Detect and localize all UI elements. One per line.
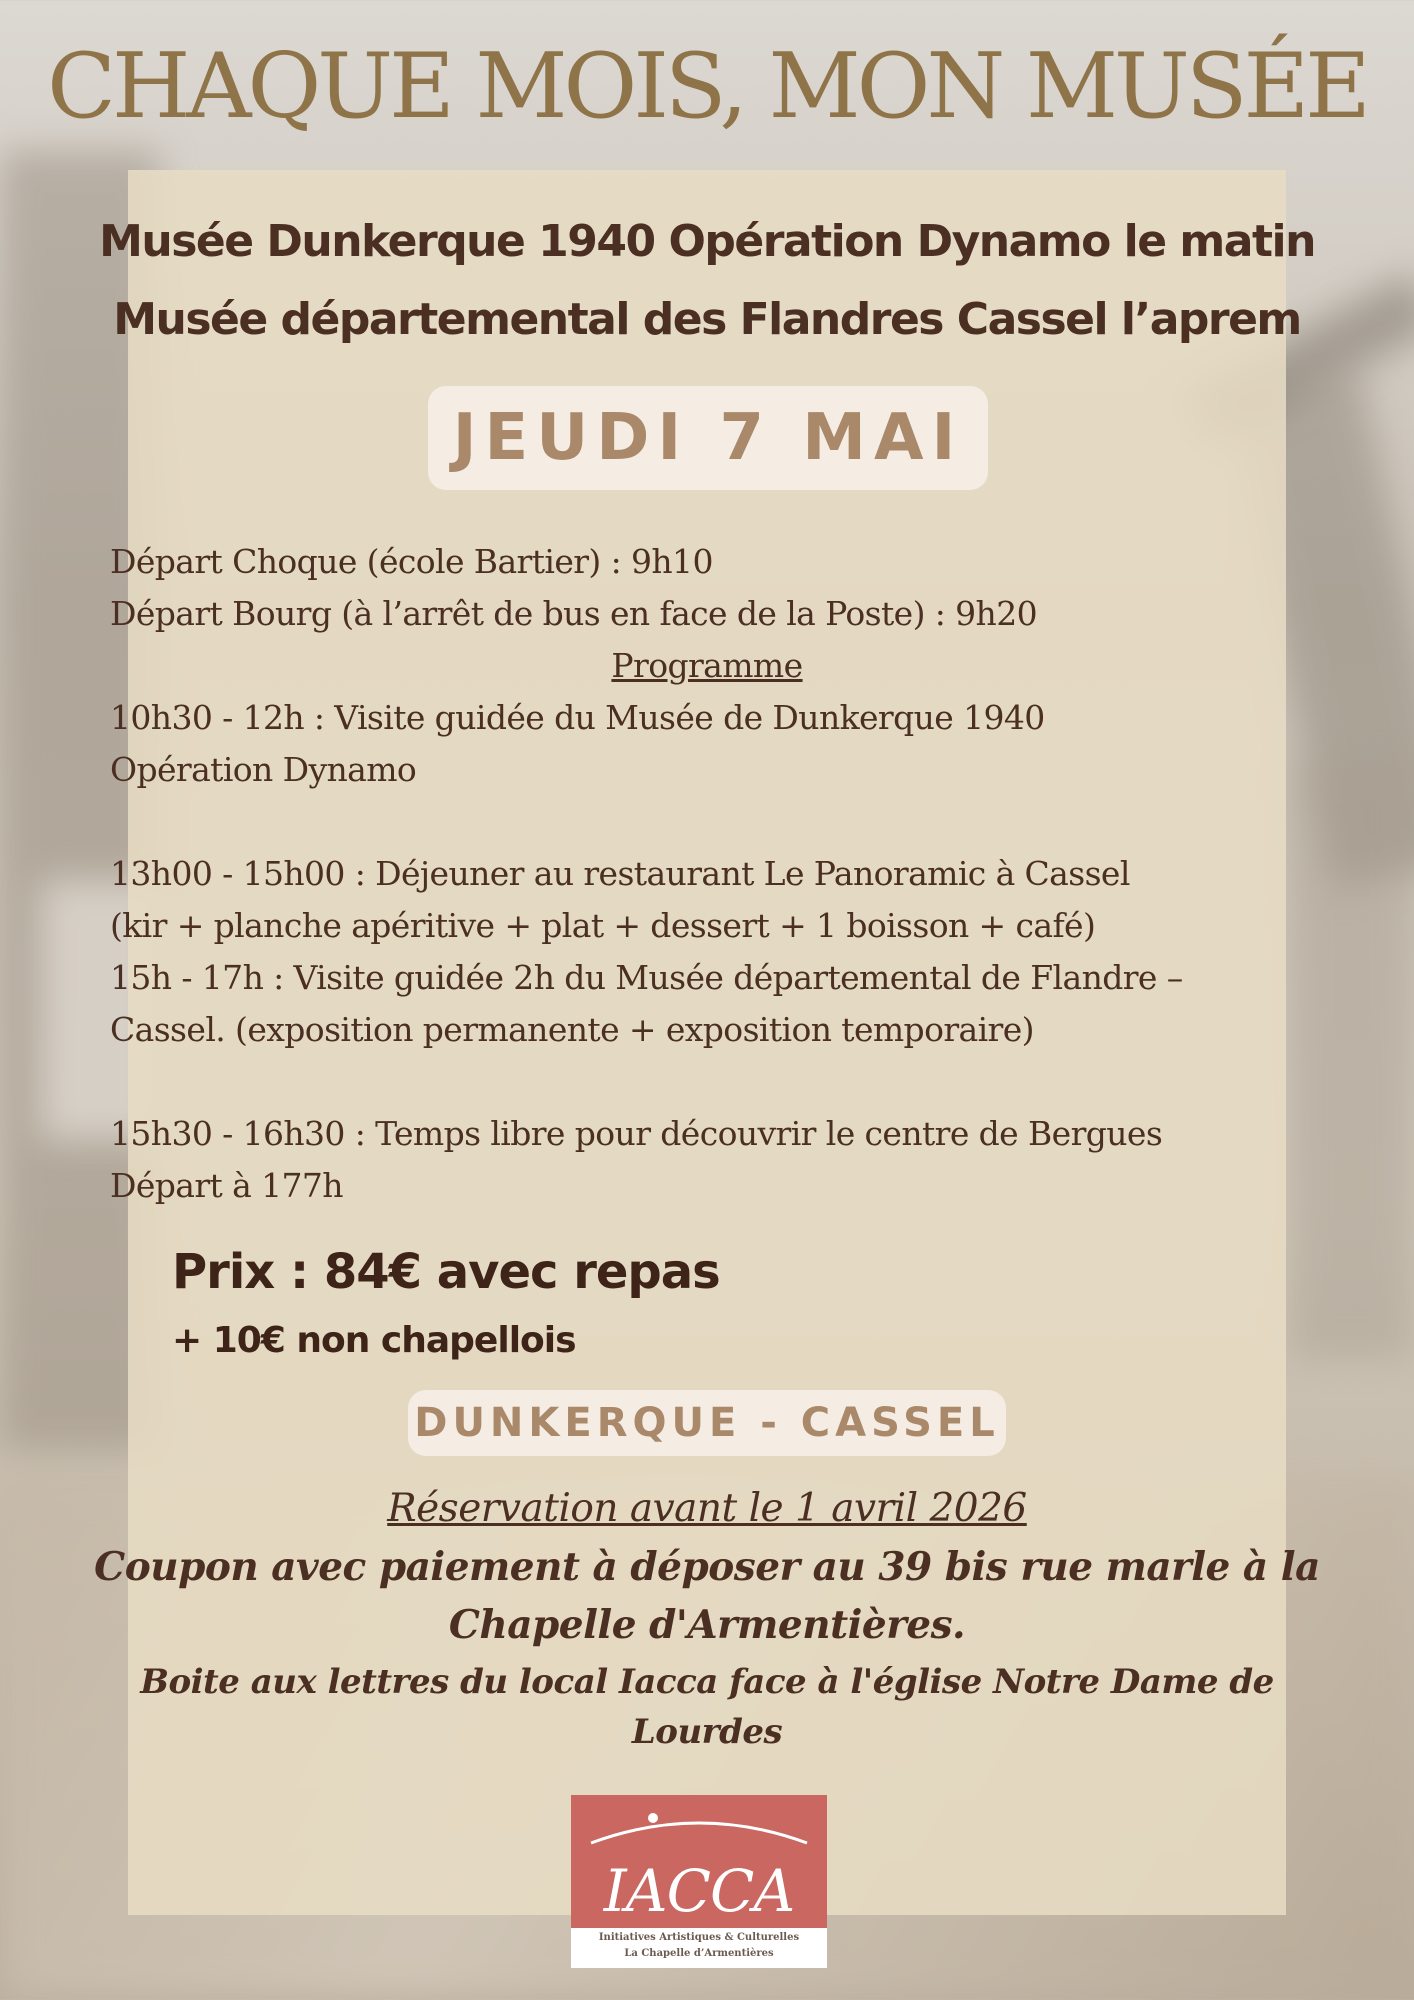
logo-tagline — [571, 1928, 827, 1968]
departure-bourg: Départ Bourg (à l’arrêt de bus en face de la Poste) : 9h20 — [110, 594, 1038, 633]
logo-arc-icon — [571, 1795, 827, 1855]
reservation-coupon-line-1: Coupon avec paiement à déposer au 39 bis rue marle à la — [94, 1544, 1320, 1590]
program-item-3-line-1: 15h - 17h : Visite guidée 2h du Musée départemental de Flandre – — [110, 958, 1183, 997]
background-photo — [1290, 760, 1414, 1360]
program-item-4-line-1: 15h30 - 16h30 : Temps libre pour découvrir le centre de Bergues — [110, 1114, 1163, 1153]
program-item-2-line-2: (kir + planche apéritive + plat + dessert + 1 boisson + café) — [110, 906, 1096, 945]
program-item-2-line-1: 13h00 - 15h00 : Déjeuner au restaurant Le Panoramic à Cassel — [110, 854, 1130, 893]
logo-name: IACCA — [603, 1857, 795, 1925]
reservation-mailbox-line-2: Lourdes — [631, 1712, 783, 1752]
logo-tagline-line-2: La Chapelle d’Armentières — [624, 1948, 774, 1959]
price-main: Prix : 84€ avec repas — [172, 1244, 720, 1300]
program-item-1-line-2: Opération Dynamo — [110, 750, 417, 789]
program-item-4-line-2: Départ à 177h — [110, 1166, 343, 1205]
departure-choque: Départ Choque (école Bartier) : 9h10 — [110, 542, 713, 581]
program-heading: Programme — [611, 646, 803, 685]
logo-tagline-line-1: Initiatives Artistiques & Culturelles — [598, 1932, 800, 1943]
price-extra: + 10€ non chapellois — [172, 1320, 576, 1361]
program-item-1-line-1: 10h30 - 12h : Visite guidée du Musée de Dunkerque 1940 — [110, 698, 1045, 737]
route-badge: DUNKERQUE - CASSEL — [408, 1390, 1006, 1456]
page-title: CHAQUE MOIS, MON MUSÉE — [47, 34, 1367, 139]
subtitle-morning: Musée Dunkerque 1940 Opération Dynamo le matin — [99, 216, 1315, 267]
reservation-coupon-line-2: Chapelle d'Armentières. — [448, 1602, 966, 1648]
date-badge: JEUDI 7 MAI — [428, 386, 988, 490]
reservation-deadline: Réservation avant le 1 avril 2026 — [387, 1486, 1027, 1531]
program-item-3-line-2: Cassel. (exposition permanente + exposition temporaire) — [110, 1010, 1034, 1049]
reservation-mailbox-line-1: Boite aux lettres du local Iacca face à l'église Notre Dame de — [140, 1662, 1274, 1702]
subtitle-afternoon: Musée départemental des Flandres Cassel l’aprem — [113, 294, 1301, 345]
